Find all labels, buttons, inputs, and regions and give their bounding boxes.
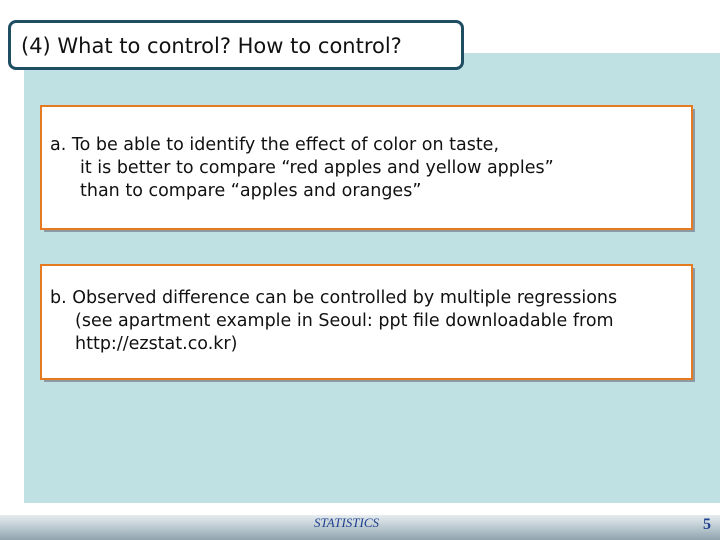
box-b xyxy=(40,264,693,380)
box-b-line-3: http://ezstat.co.kr) xyxy=(75,334,238,354)
box-a-line-3: than to compare “apples and oranges” xyxy=(80,181,422,201)
box-a-line-2: it is better to compare “red apples and yellow apples” xyxy=(80,158,554,178)
footer-label: STATISTICS xyxy=(314,515,380,530)
box-b-line-1: b. Observed difference can be controlled by multiple regressions xyxy=(50,288,618,308)
box-a-line-1: a. To be able to identify the effect of color on taste, xyxy=(50,135,500,155)
slide-title: (4) What to control? How to control? xyxy=(21,34,402,58)
box-a xyxy=(40,105,693,230)
box-b-line-2: (see apartment example in Seoul: ppt file downloadable from xyxy=(75,311,614,331)
title-box xyxy=(8,20,464,70)
page-number: 5 xyxy=(703,516,711,533)
